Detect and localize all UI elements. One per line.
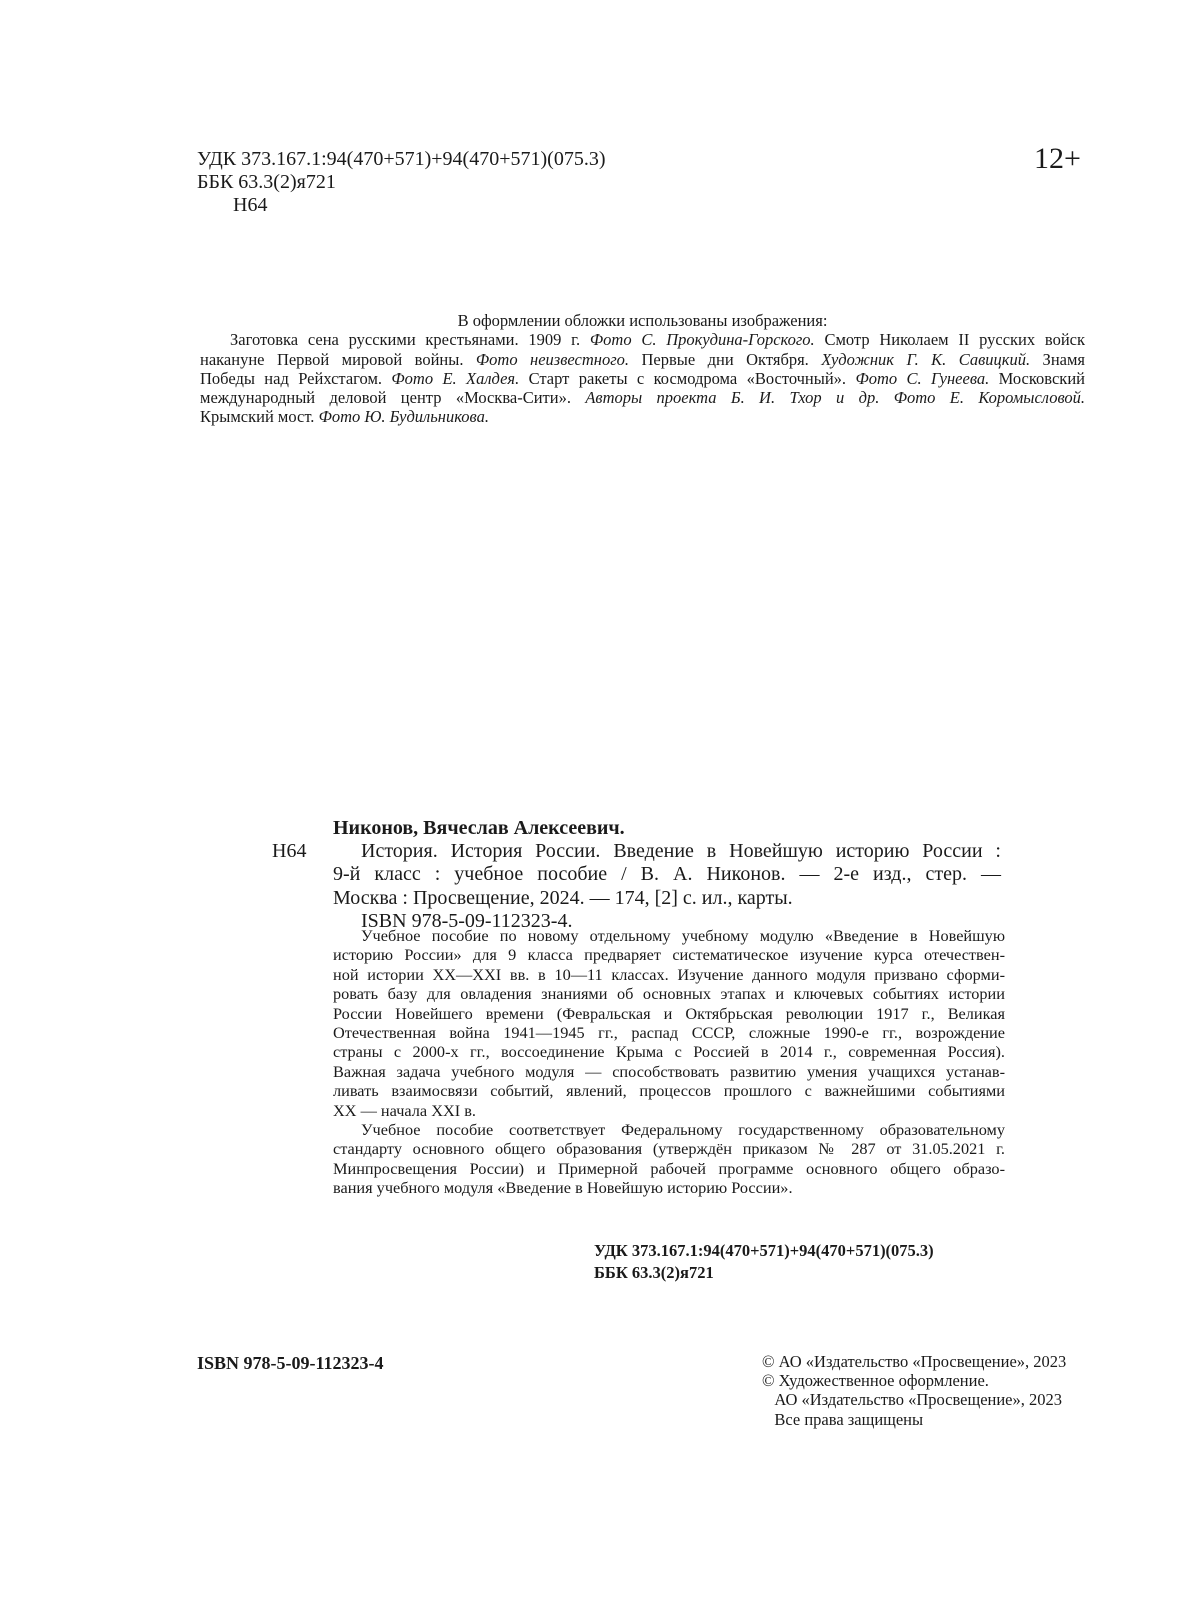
credit-line	[200, 330, 1085, 349]
credit-text: Старт ракеты с космодрома «Восточный».	[519, 368, 856, 388]
credit-line	[200, 369, 1085, 388]
abstract-line: Отечественная война 1941—1945 гг., распад СССР, сложные 1990-е гг., возрождение	[333, 1023, 1005, 1043]
copyright-block	[762, 1352, 1066, 1429]
credit-attribution: Фото С. Гунеева.	[855, 368, 990, 388]
credit-line	[200, 388, 1085, 407]
abstract-line: стандарту основного общего образования (утверждён приказом № 287 от 31.05.2021 г.	[333, 1139, 1005, 1159]
abstract-classification	[594, 1240, 934, 1284]
abstract-line: России Новейшего времени (Февральская и Октябрьская революции 1917 г., Великая	[333, 1003, 1005, 1023]
credit-text: Победы над Рейхстагом.	[200, 368, 392, 388]
credit-text: Московский	[989, 368, 1085, 388]
copyright-line: © Художественное оформление.	[762, 1371, 989, 1391]
credit-attribution: Фото неизвестного.	[475, 349, 630, 369]
abstract-line: Учебное пособие соответствует Федеральному государственному образовательному	[361, 1120, 1005, 1140]
title-line: Москва : Просвещение, 2024. — 174, [2] с. ил., карты.	[333, 886, 793, 909]
credit-line	[200, 407, 1085, 426]
credit-attribution: Фото С. Прокудина-Горского.	[589, 330, 815, 350]
credit-text: Смотр Николаем II русских войск	[814, 330, 1085, 350]
abstract-line: ной истории XX—XXI вв. в 10—11 классах. Изучение данного модуля призвано сформи-	[333, 964, 1005, 984]
credit-attribution: Художник Г. К. Савицкий.	[821, 349, 1031, 369]
cover-credits	[200, 311, 1085, 427]
credit-text: Заготовка сена русскими крестьянами. 1909 г.	[230, 330, 590, 350]
credit-text: накануне Первой мировой войны.	[200, 349, 476, 369]
classification-header	[197, 148, 605, 217]
age-rating: 12+	[1034, 142, 1081, 175]
abstract-line: вания учебного модуля «Введение в Новейшую историю России».	[333, 1178, 793, 1198]
entry-cipher: Н64	[272, 840, 307, 862]
credit-attribution: Авторы проекта Б. И. Тхор и др. Фото Е. Коромысловой.	[585, 388, 1086, 408]
entry-isbn: ISBN 978-5-09-112323-4.	[361, 909, 573, 932]
credit-text: Крымский мост.	[200, 407, 319, 427]
author-name: Никонов, Вячеслав Алексеевич.	[333, 817, 625, 839]
author-cipher: Н64	[233, 194, 268, 216]
abstract-line: ровать базу для овладения знаниями об основных этапах и ключевых событиях истории	[333, 984, 1005, 1004]
bbk-code: ББК 63.3(2)я721	[197, 171, 336, 193]
abstract-line: историю России» для 9 класса предваряет систематическое изучение курса отечествен-	[333, 945, 1005, 965]
credit-text: Знамя	[1030, 349, 1086, 369]
title-block	[333, 840, 1001, 933]
abstract-line: Учебное пособие по новому отдельному учебному модулю «Введение в Новейшую	[361, 926, 1005, 945]
credit-text: международный деловой центр «Москва-Сити».	[200, 388, 586, 408]
copyright-line: АО «Издательство «Просвещение», 2023	[762, 1390, 1062, 1410]
credit-line	[200, 350, 1085, 369]
abstract-paragraph-1	[333, 926, 1005, 1120]
abstract-line: Минпросвещения России) и Примерной рабочей программе основного общего образо-	[333, 1158, 1005, 1178]
copyright-line: Все права защищены	[762, 1409, 924, 1429]
isbn: ISBN 978-5-09-112323-4	[197, 1353, 384, 1373]
title-line: 9-й класс : учебное пособие / В. А. Никонов. — 2-е изд., стер. —	[333, 863, 1001, 886]
credit-text: Первые дни Октября.	[629, 349, 822, 369]
cover-credits-heading: В оформлении обложки использованы изображения:	[457, 311, 828, 330]
abstract-line: Важная задача учебного модуля — способствовать развитию умения учащихся устанав-	[333, 1061, 1005, 1081]
title-line: История. История России. Введение в Новейшую историю России :	[361, 840, 1001, 862]
udk-code: УДК 373.167.1:94(470+571)+94(470+571)(075.3)	[594, 1241, 934, 1260]
abstract	[333, 926, 1005, 1198]
copyright-line: © АО «Издательство «Просвещение», 2023	[762, 1352, 1067, 1371]
credit-attribution: Фото Ю. Будильникова.	[318, 407, 489, 427]
abstract-line: XX — начала XXI в.	[333, 1100, 476, 1120]
bbk-code: ББК 63.3(2)я721	[594, 1263, 714, 1282]
credit-attribution: Фото Е. Халдея.	[391, 368, 520, 388]
abstract-paragraph-2	[333, 1120, 1005, 1198]
udk-code: УДК 373.167.1:94(470+571)+94(470+571)(075.3)	[197, 148, 606, 170]
abstract-line: ливать взаимосвязи событий, явлений, процессов прошлого с важнейшими событиями	[333, 1081, 1005, 1101]
bibliographic-entry	[272, 817, 1001, 932]
cover-credits-lines	[200, 330, 1085, 426]
abstract-line: страны с 2000-х гг., воссоединение Крыма с Россией в 2014 г., современная Россия).	[333, 1042, 1005, 1062]
